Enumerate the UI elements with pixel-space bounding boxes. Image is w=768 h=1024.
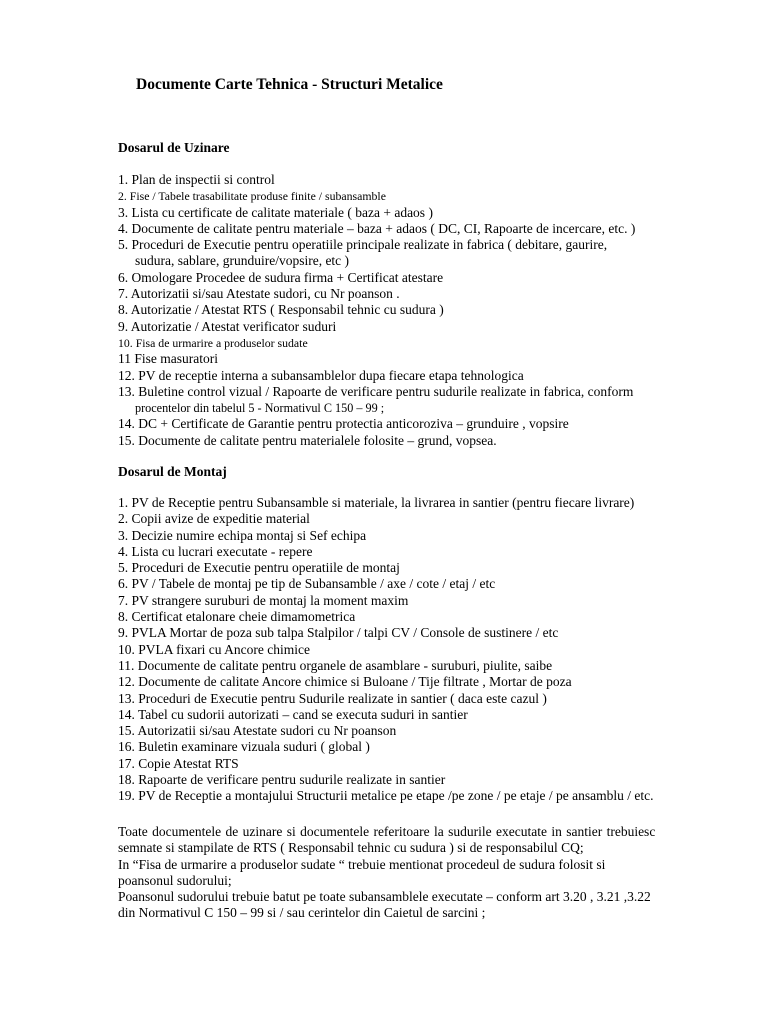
montaj-list-item: 6. PV / Tabele de montaj pe tip de Subansamble / axe / cote / etaj / etc [118, 576, 496, 592]
uzinare-list-item: 7. Autorizatii si/sau Atestate sudori, cu Nr poanson . [118, 286, 400, 302]
uzinare-list-item: 11 Fise masuratori [118, 351, 218, 367]
montaj-list-item: 17. Copie Atestat RTS [118, 755, 239, 771]
uzinare-list-item: 8. Autorizatie / Atestat RTS ( Responsabil tehnic cu sudura ) [118, 302, 444, 318]
montaj-list-item: 4. Lista cu lucrari executate - repere [118, 543, 313, 559]
montaj-list-item: 11. Documente de calitate pentru organele de asamblare - suruburi, piulite, saibe [118, 657, 553, 673]
montaj-list-item: 15. Autorizatii si/sau Atestate sudori cu Nr poanson [118, 723, 397, 739]
closing-line: In “Fisa de urmarire a produselor sudate “ trebuie mentionat procedeul de sudura folosit si [118, 856, 606, 872]
montaj-list-item: 9. PVLA Mortar de poza sub talpa Stalpilor / talpi CV / Console de sustinere / etc [118, 625, 559, 641]
uzinare-list-item: 4. Documente de calitate pentru materiale – baza + adaos ( DC, CI, Rapoarte de incercare, etc. ) [118, 220, 636, 236]
montaj-list-item: 14. Tabel cu sudorii autorizati – cand se executa suduri in santier [118, 706, 468, 722]
uzinare-list-item: 10. Fisa de urmarire a produselor sudate [118, 335, 308, 350]
montaj-list-item: 8. Certificat etalonare cheie dimamometrica [118, 609, 356, 625]
closing-line: din Normativul C 150 – 99 si / sau cerintelor din Caietul de sarcini ; [118, 905, 486, 921]
uzinare-list-item: 15. Documente de calitate pentru materialele folosite – grund, vopsea. [118, 432, 497, 448]
montaj-list-item: 5. Proceduri de Executie pentru operatiile de montaj [118, 560, 400, 576]
closing-paragraph [118, 824, 766, 922]
montaj-heading: Dosarul de Montaj [118, 464, 227, 479]
uzinare-list [118, 172, 718, 449]
montaj-list-item: 13. Proceduri de Executie pentru Sudurile realizate in santier ( daca este cazul ) [118, 690, 547, 706]
uzinare-list-item: 6. Omologare Procedee de sudura firma + Certificat atestare [118, 269, 444, 285]
uzinare-list-item: 3. Lista cu certificate de calitate materiale ( baza + adaos ) [118, 204, 433, 220]
uzinare-heading: Dosarul de Uzinare [118, 140, 230, 155]
closing-line: poansonul sudorului; [118, 872, 232, 888]
closing-line: Toate documentele de uzinare si documentele referitoare la sudurile executate in santier trebuiesc [118, 824, 656, 839]
uzinare-list-item: 5. Proceduri de Executie pentru operatiile principale realizate in fabrica ( debitare, gaurire, [118, 237, 608, 253]
montaj-list-item: 7. PV strangere suruburi de montaj la moment maxim [118, 592, 409, 608]
uzinare-list-item: 1. Plan de inspectii si control [118, 172, 275, 187]
uzinare-list-item: 14. DC + Certificate de Garantie pentru protectia anticoroziva – grunduire , vopsire [118, 416, 569, 432]
montaj-list [118, 495, 718, 805]
closing-line: Poansonul sudorului trebuie batut pe toate subansamblele executate – conform art 3.20 , 3.21 ,3.22 [118, 889, 651, 905]
uzinare-list-item: 13. Buletine control vizual / Rapoarte de verificare pentru sudurile realizate in fabrica, conform [118, 383, 634, 399]
montaj-list-item: 3. Decizie numire echipa montaj si Sef echipa [118, 527, 367, 543]
uzinare-list-item: sudura, sablare, grunduire/vopsire, etc ) [135, 253, 350, 269]
montaj-list-item: 10. PVLA fixari cu Ancore chimice [118, 641, 310, 657]
uzinare-list-item: 2. Fise / Tabele trasabilitate produse finite / subansamble [118, 189, 386, 204]
uzinare-list-item: procentelor din tabelul 5 - Normativul C 150 – 99 ; [135, 401, 385, 416]
uzinare-list-item: 12. PV de receptie interna a subansamblelor dupa fiecare etapa tehnologica [118, 367, 524, 383]
document-title: Documente Carte Tehnica - Structuri Metalice [136, 76, 443, 93]
closing-line: semnate si stampilate de RTS ( Responsabil tehnic cu sudura ) si de responsabilul CQ; [118, 840, 584, 856]
montaj-list-item: 19. PV de Receptie a montajului Structurii metalice pe etape /pe zone / pe etaje / pe ansamblu / etc. [118, 788, 654, 804]
montaj-list-item: 1. PV de Receptie pentru Subansamble si materiale, la livrarea in santier (pentru fiecare livrare) [118, 495, 635, 510]
montaj-list-item: 18. Rapoarte de verificare pentru sudurile realizate in santier [118, 772, 446, 788]
montaj-list-item: 2. Copii avize de expeditie material [118, 511, 310, 527]
montaj-list-item: 16. Buletin examinare vizuala suduri ( global ) [118, 739, 370, 755]
montaj-list-item: 12. Documente de calitate Ancore chimice si Buloane / Tije filtrate , Mortar de poza [118, 674, 572, 690]
uzinare-list-item: 9. Autorizatie / Atestat verificator suduri [118, 318, 337, 334]
